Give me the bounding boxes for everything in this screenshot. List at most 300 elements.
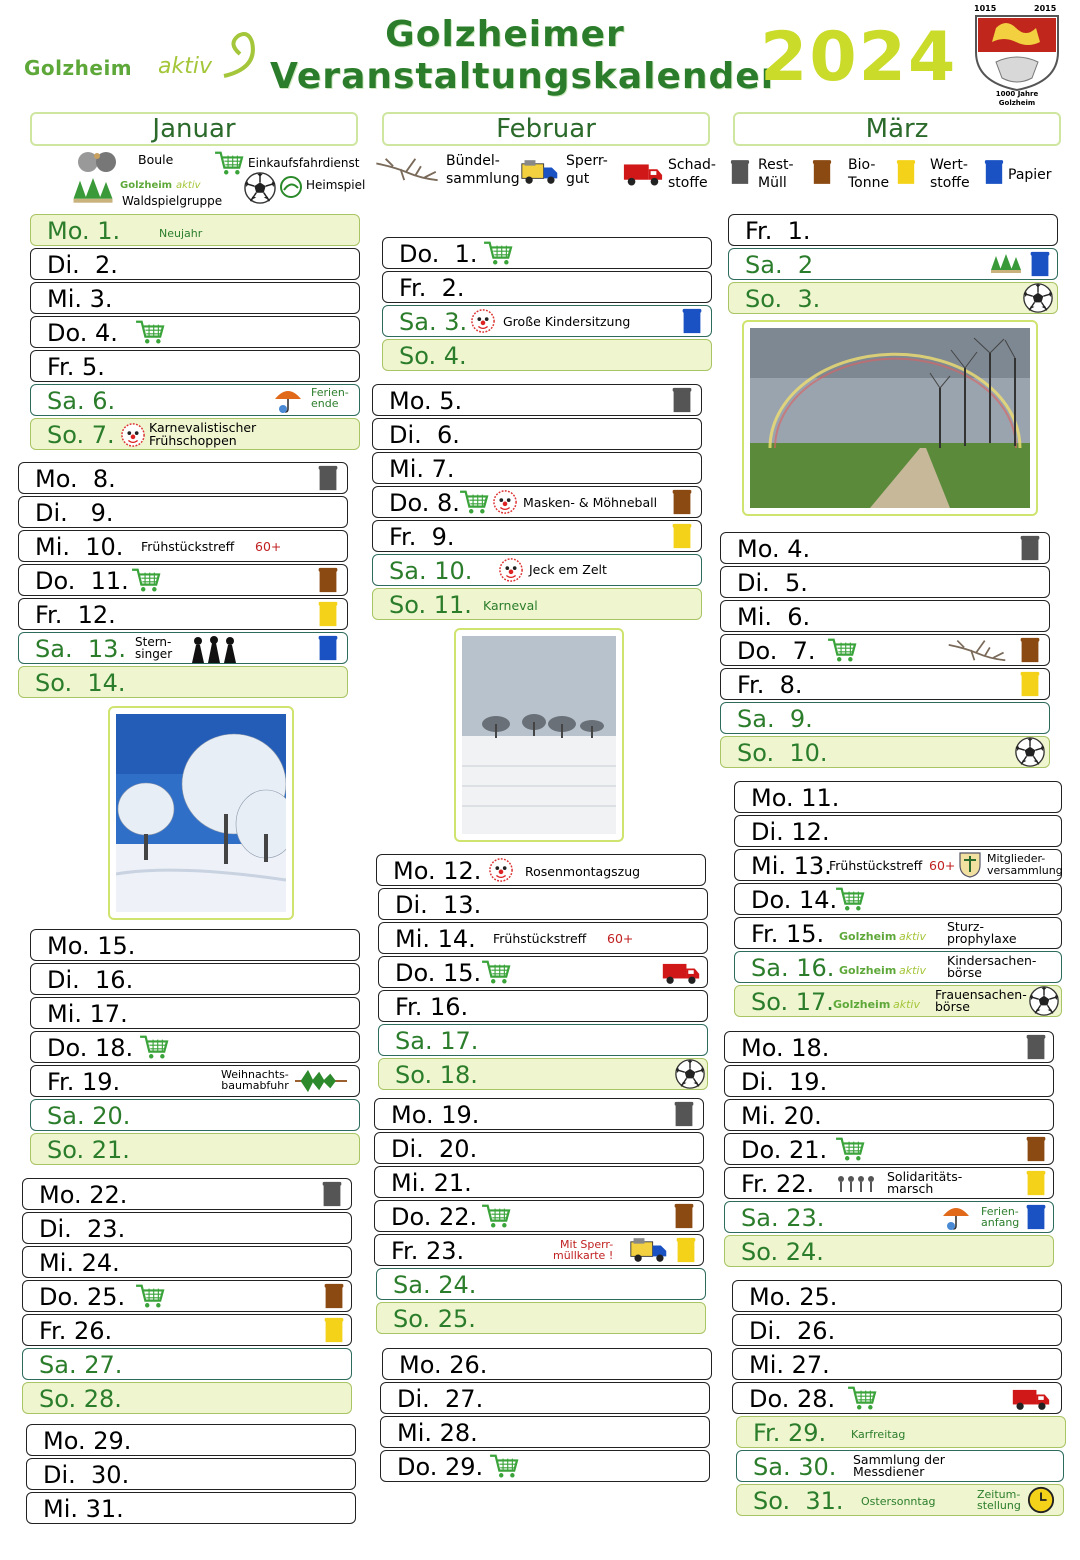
day-jan-24[interactable] [22,1246,352,1278]
day-feb-24[interactable] [376,1268,706,1300]
day-label: Sa. 23. [741,1204,825,1232]
event-jeck-em-zelt: Jeck em Zelt [529,562,607,577]
legend-boule: Boule [138,152,174,167]
day-feb-8[interactable] [372,486,702,518]
day-label: Fr. 22. [741,1170,815,1198]
cart-icon [835,1136,865,1162]
day-feb-11[interactable] [372,588,702,620]
rest-bin-icon [673,1100,695,1128]
day-label: Fr. 19. [47,1068,121,1096]
day-jan-8[interactable] [18,462,348,494]
day-label: Fr. 29. [753,1419,827,1447]
day-jan-31[interactable] [26,1492,356,1524]
event-karnevalistischer-fruehschoppen: Karnevalistischer Frühschoppen [149,420,257,448]
event-fruehstueckstreff: Frühstückstreff [141,539,235,554]
day-label: Sa. 10. [389,557,473,585]
day-label: Do. 7. [737,637,816,665]
day-feb-4[interactable] [382,339,712,371]
day-mar-13[interactable] [734,849,1062,881]
crest-year-right: 2015 [1034,4,1057,13]
day-label: Sa. 16. [751,954,835,982]
day-label: Fr. 1. [745,217,811,245]
day-label: Di. 30. [43,1461,130,1489]
event-mitgliederversammlung: Mitglieder- versammlung [987,852,1063,877]
event-sammlung-messdiener: Sammlung der Messdiener [853,1452,945,1479]
day-label: So. 7. [47,421,115,449]
day-feb-10[interactable] [372,554,702,586]
day-mar-7[interactable] [720,634,1050,666]
day-mar-23[interactable] [724,1201,1054,1233]
day-jan-3[interactable] [30,282,360,314]
day-jan-15[interactable] [30,929,360,961]
clown-icon [489,858,513,882]
day-feb-22[interactable] [374,1200,704,1232]
event-karfreitag: Karfreitag [851,1428,906,1441]
legend-waldspiel: Waldspielgruppe [122,194,223,208]
logo-swirl-icon [218,28,258,88]
legend-sperr: Sperr- gut [566,153,608,187]
day-jan-17[interactable] [30,997,360,1029]
day-label: Do. 4. [47,319,118,347]
clock-icon [1027,1486,1055,1514]
day-label: Do. 21. [741,1136,828,1164]
photo-winter-trees [108,706,294,920]
day-feb-21[interactable] [374,1166,704,1198]
legend-schad: Schad- stoffe [668,157,716,191]
title-line-2: Veranstaltungskalender [270,56,780,97]
event-sperrmuellkarte: Mit Sperr- müllkarte ! [553,1238,614,1262]
day-feb-2[interactable] [382,271,712,303]
cart-icon [481,959,511,985]
day-label: So. 31. [753,1487,844,1515]
legend-heimspiel: Heimspiel [306,178,366,192]
event-logo-golzheim: Golzheim [839,930,897,943]
day-label: Fr. 5. [47,353,105,381]
day-label: Di. 12. [751,818,830,846]
day-feb-25[interactable] [376,1302,706,1334]
month-header-februar: Februar [382,112,710,146]
day-feb-17[interactable] [378,1024,708,1056]
day-label: Mo. 15. [47,932,136,960]
cart-icon [835,886,865,912]
day-label: So. 10. [737,739,828,767]
day-label: Mo. 12. [393,857,482,885]
legend-logo-small-2: aktiv [176,180,201,191]
day-label: Mo. 1. [47,217,121,245]
clown-icon [493,490,517,514]
bio-bin-icon [323,1282,345,1310]
day-feb-9[interactable] [372,520,702,552]
event-ostersonntag: Ostersonntag [861,1495,936,1508]
day-jan-27[interactable] [22,1348,352,1380]
event-60plus: 60+ [255,539,282,554]
day-jan-22[interactable] [22,1178,352,1210]
cart-icon [459,489,489,515]
event-logo-aktiv: aktiv [893,998,920,1011]
day-label: Mo. 4. [737,535,811,563]
day-label: Do. 22. [391,1203,478,1231]
cart-icon [483,240,513,266]
branch-icon [374,156,440,182]
day-mar-2[interactable] [728,248,1058,280]
event-karneval: Karneval [483,598,538,613]
day-feb-27[interactable] [380,1382,710,1414]
football-icon [1023,283,1053,313]
day-label: Mo. 18. [741,1034,830,1062]
day-label: Sa. 6. [47,387,116,415]
day-feb-6[interactable] [372,418,702,450]
day-label: So. 25. [393,1305,476,1333]
day-feb-5[interactable] [372,384,702,416]
day-jan-2[interactable] [30,248,360,280]
day-feb-7[interactable] [372,452,702,484]
trees-icon [70,178,116,204]
legend-papier: Papier [1008,167,1052,183]
day-label: So. 28. [39,1385,122,1413]
event-60plus: 60+ [607,931,634,946]
day-label: Mi. 28. [397,1419,478,1447]
day-label: Sa. 13. [35,635,126,663]
event-ferienende: Ferien- ende [311,386,349,410]
event-ferienanfang: Ferien- anfang [981,1205,1020,1229]
day-mar-12[interactable] [734,815,1062,847]
day-feb-19[interactable] [374,1098,704,1130]
wert-bin-icon [675,1236,697,1264]
day-label: Mi. 13. [751,852,832,880]
day-jan-13[interactable] [18,632,348,664]
event-rosenmontagszug: Rosenmontagszug [525,864,641,879]
day-feb-23[interactable] [374,1234,704,1266]
day-label: Di. 16. [47,966,134,994]
day-jan-23[interactable] [22,1212,352,1244]
day-label: Mo. 26. [399,1351,488,1379]
day-label: Sa. 24. [393,1271,477,1299]
day-label: Mo. 29. [43,1427,132,1455]
day-label: Fr. 16. [395,993,469,1021]
day-label: Di. 19. [741,1068,828,1096]
day-label: Fr. 8. [737,671,803,699]
day-label: Mo. 8. [35,465,116,493]
event-logo-golzheim: Golzheim [833,998,891,1011]
day-jan-18[interactable] [30,1031,360,1063]
cart-icon [481,1203,511,1229]
trees-icon [991,254,1021,274]
day-feb-29[interactable] [380,1450,710,1482]
football-icon [1015,737,1045,767]
day-label: Sa. 30. [753,1453,837,1481]
bio-bin-icon [671,488,693,516]
day-mar-3[interactable] [728,282,1058,314]
logo-text-aktiv: aktiv [158,54,212,79]
day-label: Di. 2. [47,251,118,279]
day-feb-1[interactable] [382,237,712,269]
day-mar-25[interactable] [732,1280,1062,1312]
day-feb-12[interactable] [376,854,706,886]
bio-bin-icon [1019,636,1041,664]
day-jan-21[interactable] [30,1133,360,1165]
cart-icon [214,150,244,176]
photo-rainbow-road [742,320,1038,516]
day-label: So. 17. [751,988,834,1016]
header [0,0,1080,105]
day-label: Mi. 14. [395,925,476,953]
football-icon [1029,986,1059,1016]
month-header-maerz: März [733,112,1061,146]
day-mar-15[interactable] [734,917,1062,949]
fir-tree-icon [293,1068,349,1094]
cart-icon [135,1283,165,1309]
clown-icon [471,309,495,333]
day-label: Di. 20. [391,1135,478,1163]
day-feb-13[interactable] [378,888,708,920]
day-jan-16[interactable] [30,963,360,995]
day-feb-28[interactable] [380,1416,710,1448]
day-jan-1[interactable] [30,214,360,246]
day-mar-30[interactable] [736,1450,1064,1482]
day-jan-29[interactable] [26,1424,356,1456]
day-label: Sa. 17. [395,1027,479,1055]
rainbow-road-image [750,328,1030,508]
day-feb-26[interactable] [382,1348,712,1380]
wert-bin-icon [1025,1169,1047,1197]
event-weihnachtsbaumabfuhr: Weihnachts- baumabfuhr [221,1068,289,1092]
day-label: Di. 9. [35,499,114,527]
legend-bio: Bio- Tonne [848,157,890,191]
day-label: So. 14. [35,669,126,697]
day-label: Mi. 10. [35,533,124,561]
day-feb-16[interactable] [378,990,708,1022]
day-jan-7[interactable] [30,418,360,450]
day-label: Mo. 22. [39,1181,128,1209]
rest-bin-icon [317,464,339,492]
day-jan-30[interactable] [26,1458,356,1490]
legend-rest: Rest- Müll [758,157,794,191]
day-mar-1[interactable] [728,214,1058,246]
year-label: 2024 [760,18,958,97]
day-label: So. 24. [741,1238,824,1266]
day-label: Do. 29. [397,1453,484,1481]
day-mar-5[interactable] [720,566,1050,598]
day-label: Di. 6. [389,421,460,449]
day-mar-27[interactable] [732,1348,1062,1380]
legend-buendel: Bündel- sammlung [446,153,520,187]
day-jan-4[interactable] [30,316,360,348]
papier-bin-icon [317,634,339,662]
day-mar-24[interactable] [724,1235,1054,1267]
day-mar-21[interactable] [724,1133,1054,1165]
papier-bin-icon [1025,1203,1047,1231]
day-label: Di. 23. [39,1215,126,1243]
event-sternsinger: Stern- singer [135,635,173,661]
truck-icon [1011,1385,1051,1413]
day-label: Mo. 11. [751,784,840,812]
football-icon [244,172,276,204]
papier-bin-icon [1029,250,1051,278]
event-masken-moehneball: Masken- & Möhneball [523,495,658,510]
day-label: Do. 25. [39,1283,126,1311]
day-jan-12[interactable] [18,598,348,630]
wert-bin-icon [896,158,916,186]
bio-bin-icon [673,1202,695,1230]
day-label: Fr. 9. [389,523,455,551]
day-mar-29[interactable] [736,1416,1066,1448]
event-logo-aktiv: aktiv [899,930,926,943]
day-label: Mi. 20. [741,1102,822,1130]
day-jan-6[interactable] [30,384,360,416]
day-mar-20[interactable] [724,1099,1054,1131]
crest-caption-1: 1000 Jahre [995,90,1039,98]
day-mar-22[interactable] [724,1167,1054,1199]
branch-icon [947,638,1007,662]
day-label: Mi. 3. [47,285,113,313]
day-feb-20[interactable] [374,1132,704,1164]
event-logo-aktiv: aktiv [899,964,926,977]
day-label: Di. 5. [737,569,808,597]
event-kindersachenboerse: Kindersachen- börse [947,953,1037,980]
day-jan-19[interactable] [30,1065,360,1097]
cart-icon [489,1453,519,1479]
crest-small-icon [959,852,981,878]
snow-field-image [462,636,616,834]
truck-icon [622,160,664,188]
day-label: Fr. 2. [399,274,465,302]
day-mar-14[interactable] [734,883,1062,915]
day-mar-9[interactable] [720,702,1050,734]
day-label: So. 4. [399,342,467,370]
rest-bin-icon [671,386,693,414]
wert-bin-icon [317,600,339,628]
day-label: Sa. 20. [47,1102,131,1130]
day-feb-18[interactable] [378,1058,708,1090]
day-label: Sa. 27. [39,1351,123,1379]
day-label: Do. 15. [395,959,482,987]
day-jan-14[interactable] [18,666,348,698]
event-60plus: 60+ [929,858,956,873]
papier-bin-icon [984,158,1004,186]
day-jan-20[interactable] [30,1099,360,1131]
wert-bin-icon [323,1316,345,1344]
rest-bin-icon [730,158,750,186]
day-mar-4[interactable] [720,532,1050,564]
day-jan-9[interactable] [18,496,348,528]
day-label: Do. 28. [749,1385,836,1413]
rest-bin-icon [1025,1033,1047,1061]
day-mar-10[interactable] [720,736,1050,768]
club-badge-icon [280,176,302,198]
umbrella-icon [941,1202,971,1232]
wert-bin-icon [671,522,693,550]
event-solidaritaetsmarsch: Solidaritäts- marsch [887,1169,963,1196]
day-label: Mi. 27. [749,1351,830,1379]
day-mar-19[interactable] [724,1065,1054,1097]
day-label: Fr. 26. [39,1317,113,1345]
clown-icon [499,558,523,582]
day-jan-10[interactable] [18,530,348,562]
crest-year-left: 1015 [974,4,997,13]
day-label: Mi. 17. [47,1000,128,1028]
day-label: Fr. 15. [751,920,825,948]
cart-icon [139,1034,169,1060]
day-label: Mi. 6. [737,603,811,631]
football-icon [675,1059,705,1089]
day-mar-6[interactable] [720,600,1050,632]
boule-icon [76,148,120,174]
event-sturzprophylaxe: Sturz- prophylaxe [947,919,1017,946]
golzheim-aktiv-logo [22,28,257,90]
day-feb-3[interactable] [382,305,712,337]
day-label: Mi. 21. [391,1169,472,1197]
title-line-1: Golzheimer [385,14,625,55]
day-label: Di. 13. [395,891,482,919]
event-frauensachenboerse: Frauensachen- börse [935,987,1027,1014]
day-label: Mo. 25. [749,1283,838,1311]
cart-icon [131,567,161,593]
solidarity-march-icon [833,1169,879,1197]
photo-snow-field [454,628,624,842]
event-grosse-kindersitzung: Große Kindersitzung [503,314,631,329]
day-mar-11[interactable] [734,781,1062,813]
day-label: Sa. 3. [399,308,468,336]
day-jan-25[interactable] [22,1280,352,1312]
day-label: Do. 1. [399,240,478,268]
day-label: So. 18. [395,1061,478,1089]
day-mar-16[interactable] [734,951,1062,983]
day-mar-8[interactable] [720,668,1050,700]
day-jan-5[interactable] [30,350,360,382]
event-zeitumstellung: Zeitum- stellung [977,1488,1021,1512]
logo-text-golzheim: Golzheim [24,56,133,80]
cart-icon [827,637,857,663]
day-mar-31[interactable] [736,1484,1064,1516]
month-header-januar: Januar [30,112,358,146]
day-label: Mo. 5. [389,387,463,415]
day-label: Do. 11. [35,567,129,595]
day-jan-11[interactable] [18,564,348,596]
day-label: Mi. 24. [39,1249,120,1277]
day-mar-26[interactable] [732,1314,1062,1346]
crest-caption-2: Golzheim [998,99,1036,107]
legend-logo-small: Golzheim [120,180,173,191]
day-mar-17[interactable] [734,985,1062,1017]
day-label: So. 3. [745,285,821,313]
van-icon [520,158,560,186]
day-mar-28[interactable] [732,1382,1062,1414]
day-label: Di. 26. [749,1317,836,1345]
day-mar-18[interactable] [724,1031,1054,1063]
day-label: Mo. 19. [391,1101,480,1129]
bio-bin-icon [812,158,832,186]
rest-bin-icon [1019,534,1041,562]
van-icon [629,1236,669,1264]
event-neujahr: Neujahr [159,227,203,240]
day-feb-14[interactable] [378,922,708,954]
cart-icon [135,319,165,345]
papier-bin-icon [681,307,703,335]
crest-emblem [966,4,1068,106]
day-label: Mi. 31. [43,1495,124,1523]
day-jan-28[interactable] [22,1382,352,1414]
bio-bin-icon [317,566,339,594]
day-label: Fr. 12. [35,601,116,629]
sternsinger-icon [187,633,243,663]
day-label: Do. 14. [751,886,838,914]
event-fruehstueckstreff: Frühstückstreff [829,858,923,873]
day-label: Fr. 23. [391,1237,465,1265]
day-jan-26[interactable] [22,1314,352,1346]
rest-bin-icon [321,1180,343,1208]
day-label: Sa. 2 [745,251,814,279]
day-feb-15[interactable] [378,956,708,988]
